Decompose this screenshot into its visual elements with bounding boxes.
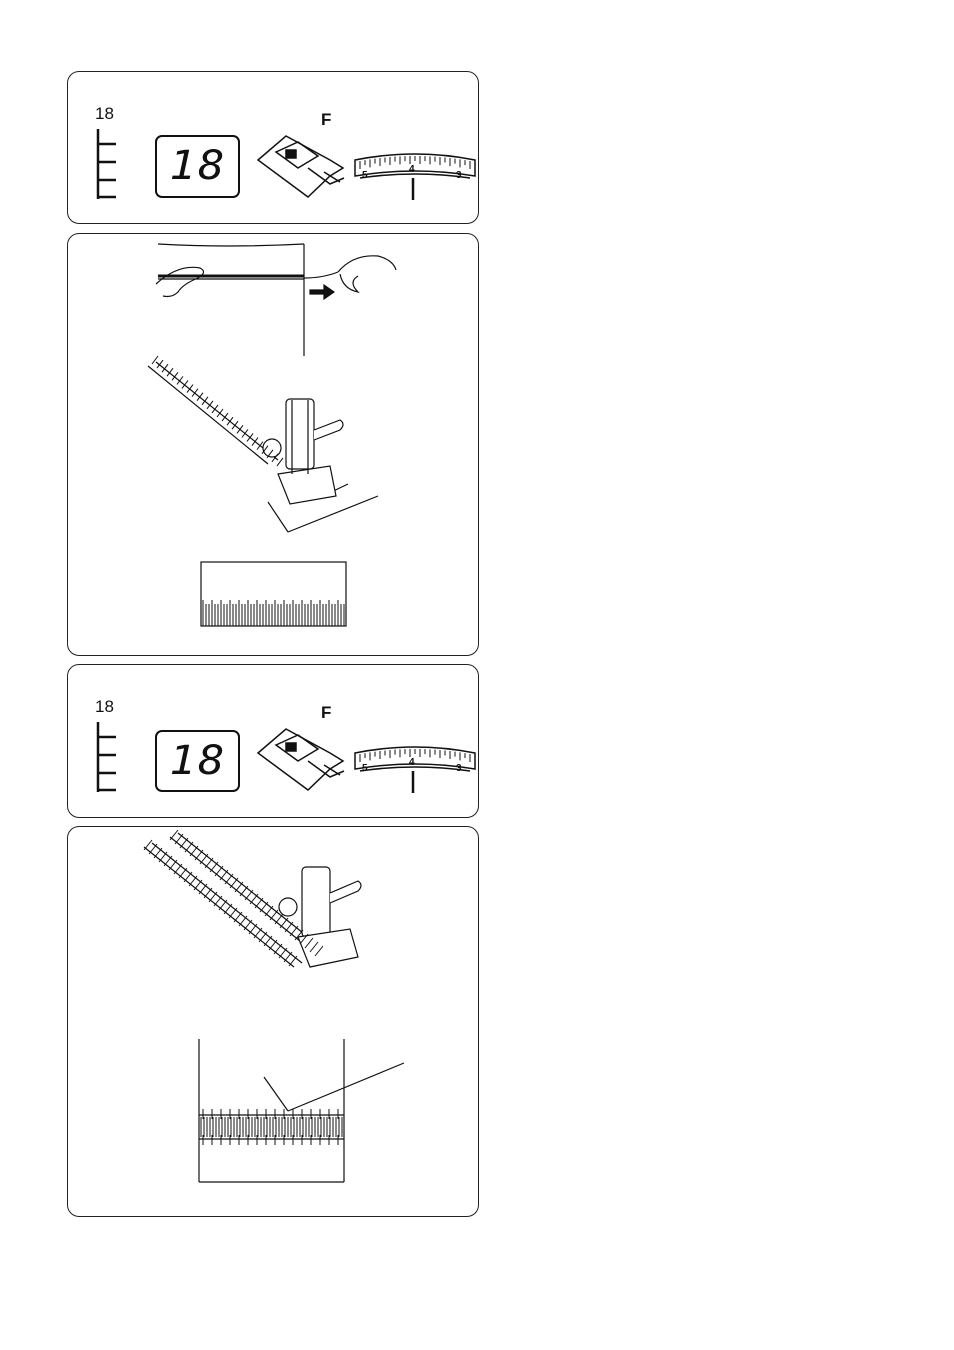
presser-foot-label: F	[321, 703, 332, 722]
presser-foot-f-icon	[258, 729, 344, 790]
fringing-illustration	[68, 234, 479, 656]
tension-right-mark: 3	[456, 763, 462, 774]
pattern-number-label: 18	[95, 697, 114, 716]
tension-right-mark: 3	[456, 170, 462, 181]
tension-center-mark: 4	[409, 164, 415, 175]
tension-left-mark: 5	[362, 763, 368, 774]
settings-panel-1	[67, 71, 479, 224]
settings-illustration-2	[68, 665, 479, 818]
drawn-work-illustration-panel	[67, 826, 479, 1217]
pattern-number-label: 18	[95, 104, 114, 123]
drawn-work-illustration	[68, 827, 479, 1217]
tension-left-mark: 5	[362, 170, 368, 181]
right-hand-icon	[338, 256, 396, 292]
settings-panel-2	[67, 664, 479, 818]
presser-foot-sewing-illustration	[144, 833, 404, 1111]
pull-arrow-icon	[310, 285, 334, 299]
lcd-display-value: 18	[169, 738, 227, 784]
settings-illustration-1	[68, 72, 479, 224]
stitch-ladder-icon	[98, 129, 116, 199]
presser-foot-f-icon	[258, 136, 344, 197]
lcd-display-value: 18	[169, 143, 227, 189]
fringe-sample-illustration	[201, 562, 346, 626]
pull-threads-illustration	[156, 244, 396, 356]
left-hand-icon	[156, 267, 204, 296]
presser-foot-label: F	[321, 110, 332, 129]
fringe-illustration-panel	[67, 233, 479, 656]
tension-center-mark: 4	[409, 757, 415, 768]
stitch-ladder-icon	[98, 722, 116, 792]
